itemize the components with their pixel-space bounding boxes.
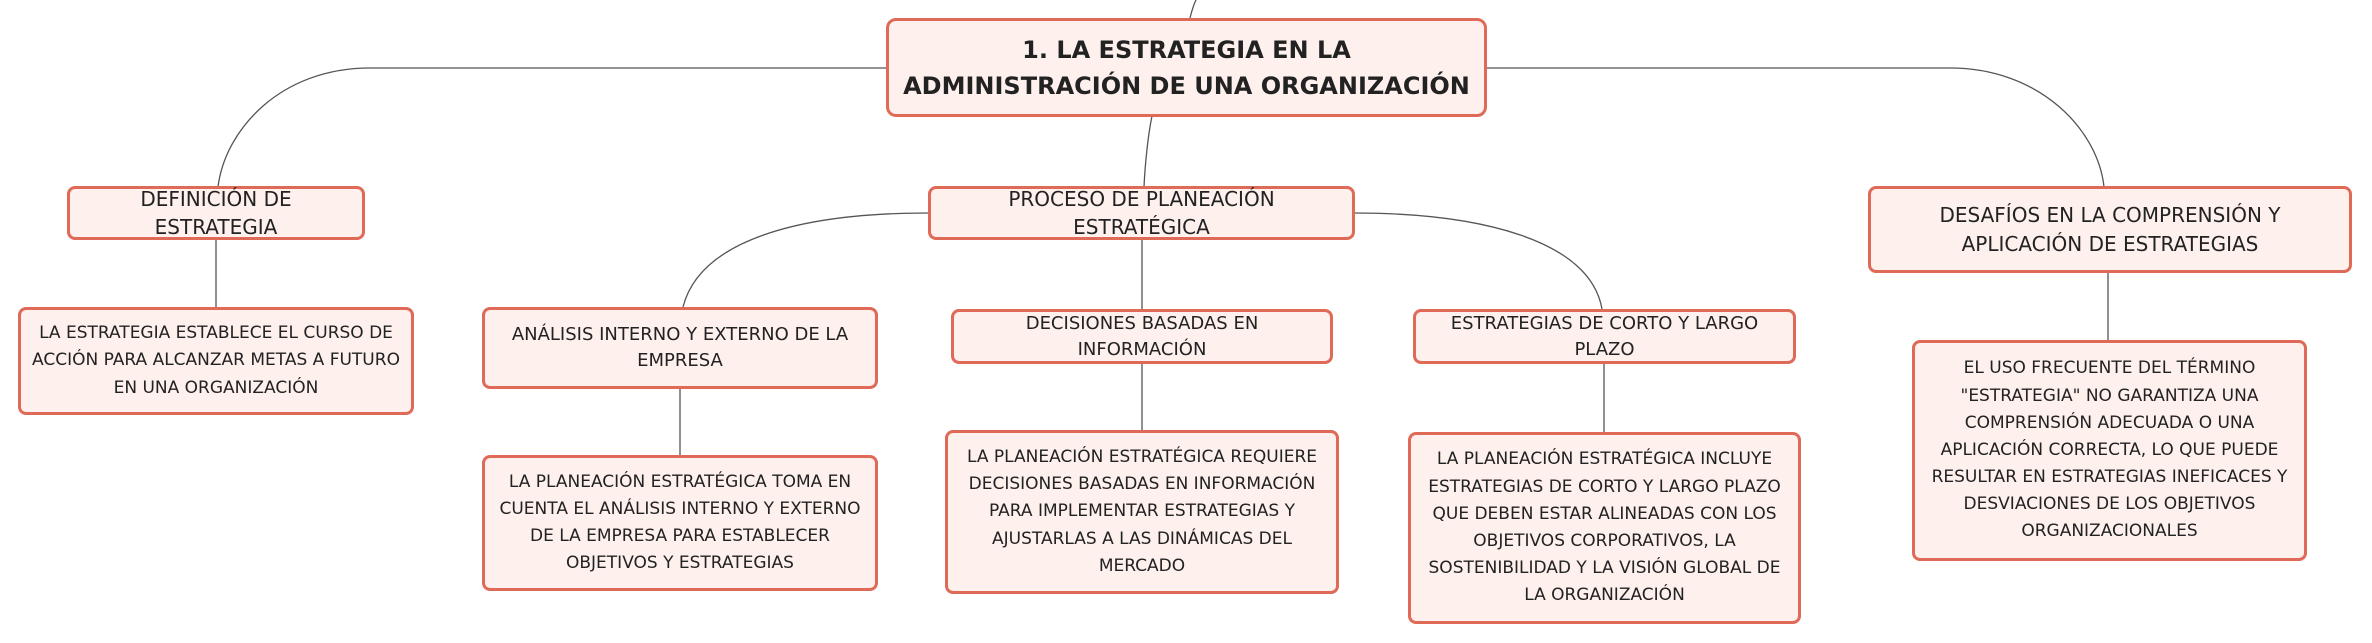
subbranch-analisis[interactable]: ANÁLISIS INTERNO Y EXTERNO DE LA EMPRESA [482, 307, 878, 389]
detail-decisiones[interactable]: LA PLANEACIÓN ESTRATÉGICA REQUIERE DECISIONES BASADAS EN INFORMACIÓN PARA IMPLEMENTAR ESTRATEGIAS Y AJUSTARLAS A LAS DINÁMICAS DEL MERCADO [945, 430, 1339, 594]
detail-analisis[interactable]: LA PLANEACIÓN ESTRATÉGICA TOMA EN CUENTA EL ANÁLISIS INTERNO Y EXTERNO DE LA EMPRESA PARA ESTABLECER OBJETIVOS Y ESTRATEGIAS [482, 455, 878, 591]
connector-proceso-estrategias [1354, 213, 1602, 309]
leaf-definicion-detail[interactable]: LA ESTRATEGIA ESTABLECE EL CURSO DE ACCIÓN PARA ALCANZAR METAS A FUTURO EN UNA ORGANIZACIÓN [18, 307, 414, 415]
subbranch-decisiones[interactable]: DECISIONES BASADAS EN INFORMACIÓN [951, 309, 1333, 364]
detail-estrategias[interactable]: LA PLANEACIÓN ESTRATÉGICA INCLUYE ESTRATEGIAS DE CORTO Y LARGO PLAZO QUE DEBEN ESTAR ALINEADAS CON LOS OBJETIVOS CORPORATIVOS, LA SOSTENIBILIDAD Y LA VISIÓN GLOBAL DE LA ORGANIZACIÓN [1408, 432, 1801, 624]
connector-root-definicion [218, 68, 887, 187]
connector-root-desafios [1486, 68, 2104, 187]
leaf-desafios-detail[interactable]: EL USO FRECUENTE DEL TÉRMINO "ESTRATEGIA" NO GARANTIZA UNA COMPRENSIÓN ADECUADA O UNA APLICACIÓN CORRECTA, LO QUE PUEDE RESULTAR EN ESTRATEGIAS INEFICACES Y DESVIACIONES DE LOS OBJETIVOS ORGANIZACIONALES [1912, 340, 2307, 561]
connector-root-proceso [1144, 116, 1152, 187]
subbranch-estrategias[interactable]: ESTRATEGIAS DE CORTO Y LARGO PLAZO [1413, 309, 1796, 364]
branch-desafios[interactable]: DESAFÍOS EN LA COMPRENSIÓN Y APLICACIÓN DE ESTRATEGIAS [1868, 186, 2352, 273]
branch-proceso-planeacion[interactable]: PROCESO DE PLANEACIÓN ESTRATÉGICA [928, 186, 1355, 240]
branch-definicion-estrategia[interactable]: DEFINICIÓN DE ESTRATEGIA [67, 186, 365, 240]
root-topic[interactable]: 1. LA ESTRATEGIA EN LA ADMINISTRACIÓN DE UNA ORGANIZACIÓN [886, 18, 1487, 117]
connector-proceso-analisis [683, 213, 928, 307]
connector-root-parent [1190, 0, 1196, 18]
